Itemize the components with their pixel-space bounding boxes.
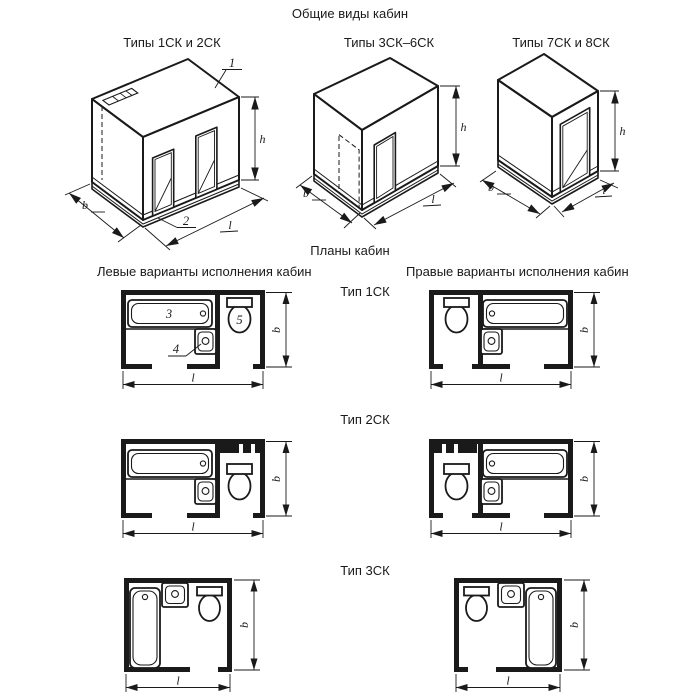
dim-letter-l: l: [499, 519, 503, 534]
dim-letter-l: l: [191, 519, 195, 534]
dim-h: [600, 91, 626, 171]
caption-types-1sk-2sk: Типы 1СК и 2СК: [123, 35, 221, 50]
door-2: [196, 127, 217, 198]
bathtub: [483, 450, 569, 479]
part-number-bath: 3: [165, 307, 173, 321]
dim-letter-l: l: [228, 218, 232, 232]
bathtub: [130, 588, 160, 668]
roof-marking-plate: [103, 88, 138, 105]
bathtub: [126, 450, 215, 479]
plan-3sk-left: [118, 575, 268, 697]
label-type-1sk: Тип 1СК: [340, 284, 390, 299]
dim-l: [431, 371, 571, 390]
door-1: [153, 149, 174, 216]
title-general-views: Общие виды кабин: [291, 6, 409, 21]
toilet: [464, 587, 489, 621]
dim-l: [126, 674, 230, 693]
dim-letter-h: h: [619, 124, 626, 138]
part-number-washbasin: 4: [172, 342, 180, 356]
toilet: [227, 464, 252, 500]
dim-l: [123, 371, 263, 390]
dim-letter-l: l: [176, 673, 180, 688]
dim-letter-l: l: [431, 192, 435, 206]
dim-letter-h: h: [460, 120, 467, 134]
label-type-3sk: Тип 3СК: [340, 563, 390, 578]
dim-letter-b: b: [82, 198, 88, 212]
washbasin: [498, 583, 524, 607]
dim-letter-h: h: [259, 132, 266, 146]
toilet: [197, 587, 222, 621]
part-number-toilet: 5: [236, 313, 243, 327]
dim-b: [65, 184, 141, 242]
plan-2sk-left: [112, 437, 297, 542]
part-number-ceiling: 1: [228, 56, 236, 70]
bathtub: [526, 588, 556, 668]
dim-h: [440, 86, 467, 166]
dim-letter-b: b: [577, 476, 591, 482]
part-number-floor: 2: [182, 214, 190, 228]
part-label-2: [158, 214, 196, 228]
plan-3sk-right: [448, 575, 598, 697]
front-door: [374, 133, 395, 203]
dim-b: [266, 442, 292, 517]
toilet: [444, 464, 469, 500]
dim-b: [266, 293, 292, 368]
dim-b: [574, 293, 600, 368]
dim-h: [241, 97, 266, 180]
dim-l: [123, 520, 263, 539]
front-door: [560, 108, 589, 193]
dim-letter-b: b: [269, 476, 283, 482]
washbasin: [162, 583, 188, 607]
dim-b: [564, 580, 590, 670]
ventilation-block: [433, 444, 477, 453]
iso-view-types-3sk-6sk: [292, 50, 477, 235]
dim-letter-b: b: [577, 327, 591, 333]
label-type-2sk: Тип 2СК: [340, 412, 390, 427]
caption-types-7sk-8sk: Типы 7СК и 8СК: [512, 35, 610, 50]
header-left-variants: Левые варианты исполнения кабин: [97, 264, 312, 279]
plan-1sk-right: [420, 288, 605, 393]
washbasin: [481, 329, 502, 354]
dim-letter-l: l: [506, 673, 510, 688]
dim-l: [456, 674, 560, 693]
iso-view-types-1sk-2sk: [58, 52, 273, 252]
title-plans: Планы кабин: [310, 243, 390, 258]
iso-view-types-7sk-8sk: [478, 50, 648, 235]
plan-1sk-left: [112, 288, 297, 393]
dim-letter-b: b: [567, 622, 581, 628]
header-right-variants: Правые варианты исполнения кабин: [406, 264, 629, 279]
caption-types-3sk-6sk: Типы 3СК–6СК: [343, 35, 435, 50]
dim-letter-b: b: [488, 180, 494, 194]
dim-l: [431, 520, 571, 539]
plan-2sk-right: [420, 437, 605, 542]
dim-letter-b: b: [303, 186, 309, 200]
washbasin: [195, 479, 216, 504]
dim-letter-l: l: [602, 183, 606, 197]
side-door-hidden: [339, 135, 359, 208]
washbasin: [195, 329, 216, 354]
washbasin: [481, 479, 502, 504]
dim-b: [234, 580, 260, 670]
bathtub: [483, 300, 569, 329]
ventilation-block: [220, 444, 264, 453]
dim-b: [574, 442, 600, 517]
dim-letter-l: l: [499, 370, 503, 385]
dim-letter-b: b: [269, 327, 283, 333]
dim-letter-b: b: [237, 622, 251, 628]
dim-letter-l: l: [191, 370, 195, 385]
toilet: [444, 298, 469, 333]
